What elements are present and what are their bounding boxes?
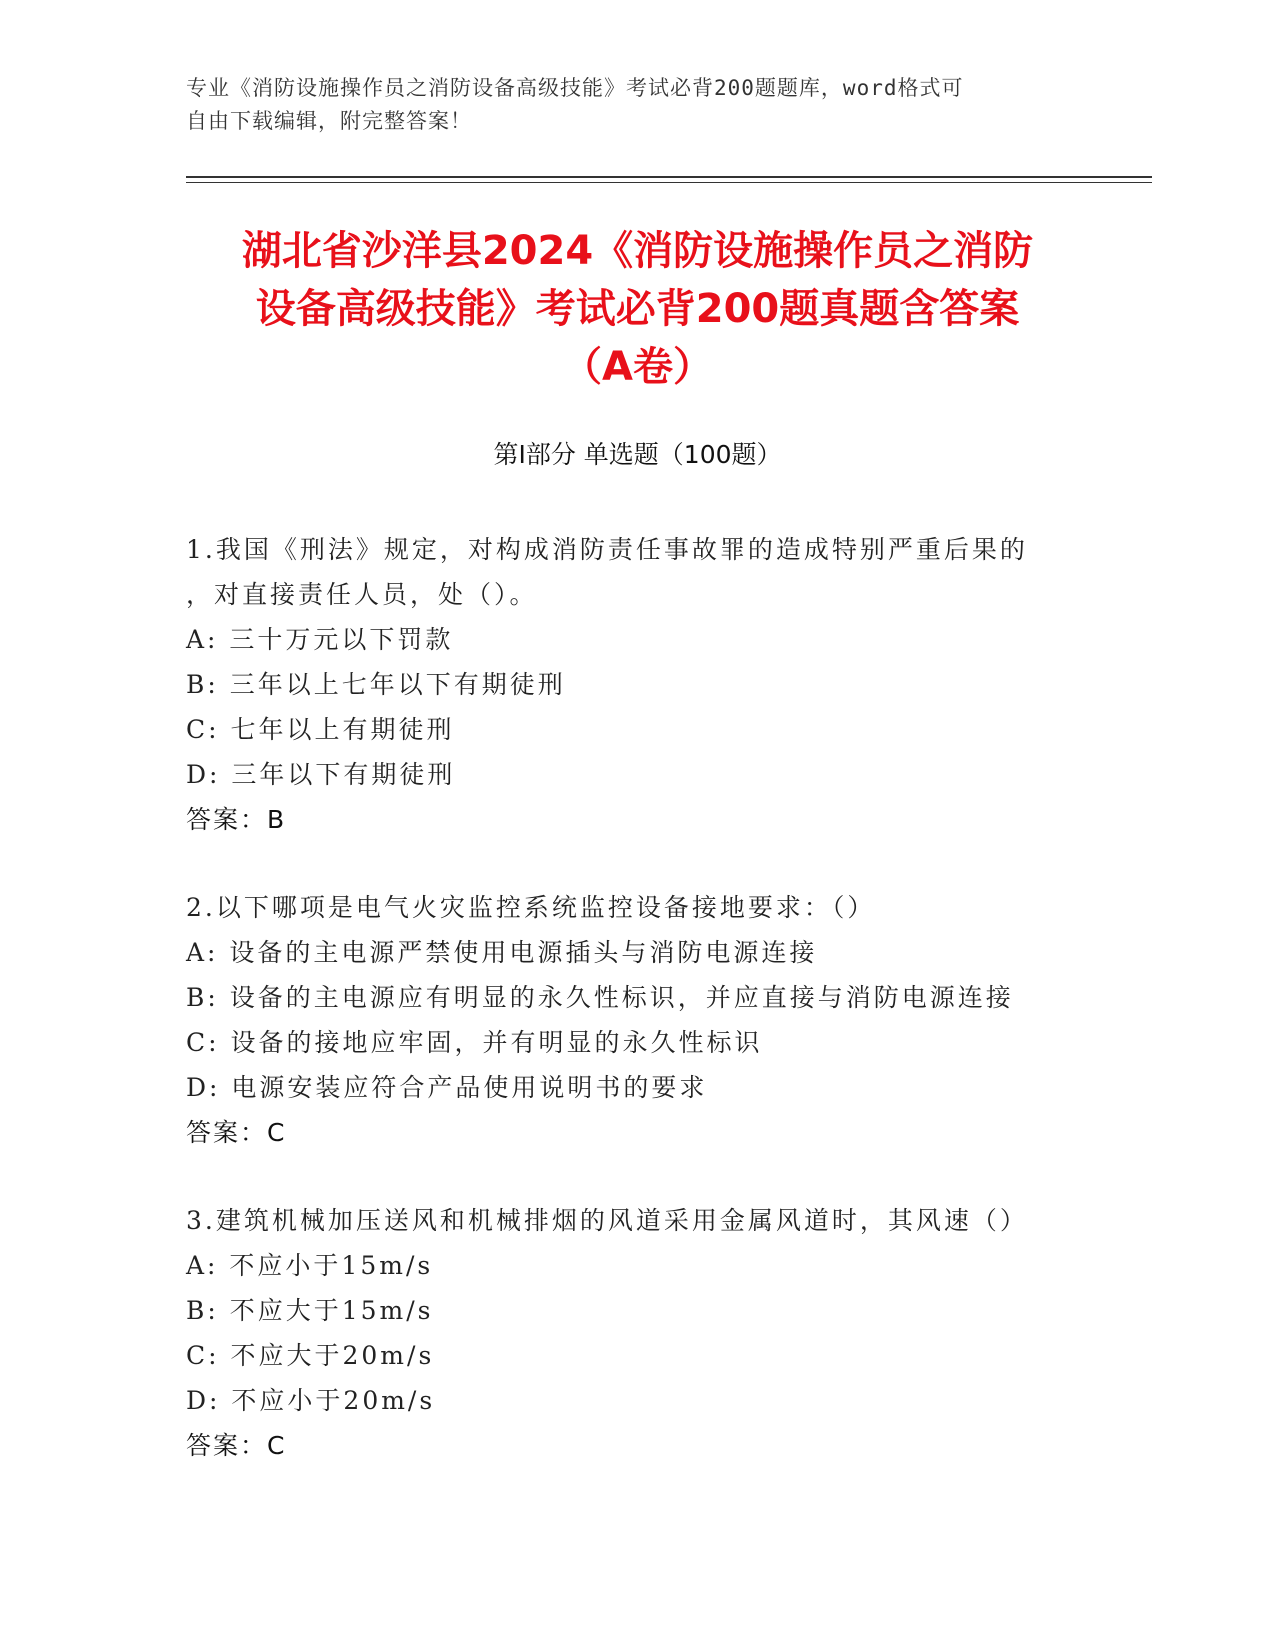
option-c: C: 不应大于20m/s	[186, 1341, 435, 1370]
document-title	[170, 222, 1105, 396]
option-d: D: 电源安装应符合产品使用说明书的要求	[186, 1073, 708, 1102]
option-b: B: 不应大于15m/s	[186, 1296, 434, 1325]
question-stem-line: 2.以下哪项是电气火灾监控系统监控设备接地要求：（）	[186, 893, 876, 922]
header-divider-thick	[186, 176, 1152, 178]
question-list	[186, 527, 1086, 1511]
header-divider-thin	[186, 182, 1152, 183]
option-b: B: 三年以上七年以下有期徒刑	[186, 670, 566, 699]
option-d: D: 三年以下有期徒刑	[186, 760, 456, 789]
option-a: A: 设备的主电源严禁使用电源插头与消防电源连接	[186, 938, 818, 967]
answer: 答案：B	[186, 805, 287, 834]
option-b: B: 设备的主电源应有明显的永久性标识，并应直接与消防电源连接	[186, 983, 1014, 1012]
question-stem-line: 1.我国《刑法》规定，对构成消防责任事故罪的造成特别严重后果的	[186, 535, 1028, 564]
option-d: D: 不应小于20m/s	[186, 1386, 436, 1415]
header-note-line-1: 专业《消防设施操作员之消防设备高级技能》考试必背200题题库，word格式可	[186, 76, 964, 100]
question-stem-line: ，对直接责任人员，处（）。	[186, 580, 538, 609]
answer: 答案：C	[186, 1431, 287, 1460]
answer: 答案：C	[186, 1118, 287, 1147]
question-1	[186, 527, 1086, 842]
document-title-line-1: 湖北省沙洋县2024《消防设施操作员之消防	[241, 228, 1034, 274]
question-2	[186, 885, 1086, 1155]
question-3	[186, 1198, 1086, 1468]
option-a: A: 不应小于15m/s	[186, 1251, 434, 1280]
header-note-line-2: 自由下载编辑，附完整答案！	[186, 109, 472, 133]
option-c: C: 七年以上有期徒刑	[186, 715, 455, 744]
header-note	[186, 72, 1066, 138]
option-c: C: 设备的接地应牢固，并有明显的永久性标识	[186, 1028, 763, 1057]
question-stem-line: 3.建筑机械加压送风和机械排烟的风道采用金属风道时，其风速（）	[186, 1206, 1028, 1235]
section-title: 第Ⅰ部分 单选题（100题）	[493, 440, 782, 469]
option-a: A: 三十万元以下罚款	[186, 625, 454, 654]
document-title-line-2: 设备高级技能》考试必背200题真题含答案	[255, 286, 1020, 332]
document-title-line-3: （A卷）	[562, 344, 713, 390]
